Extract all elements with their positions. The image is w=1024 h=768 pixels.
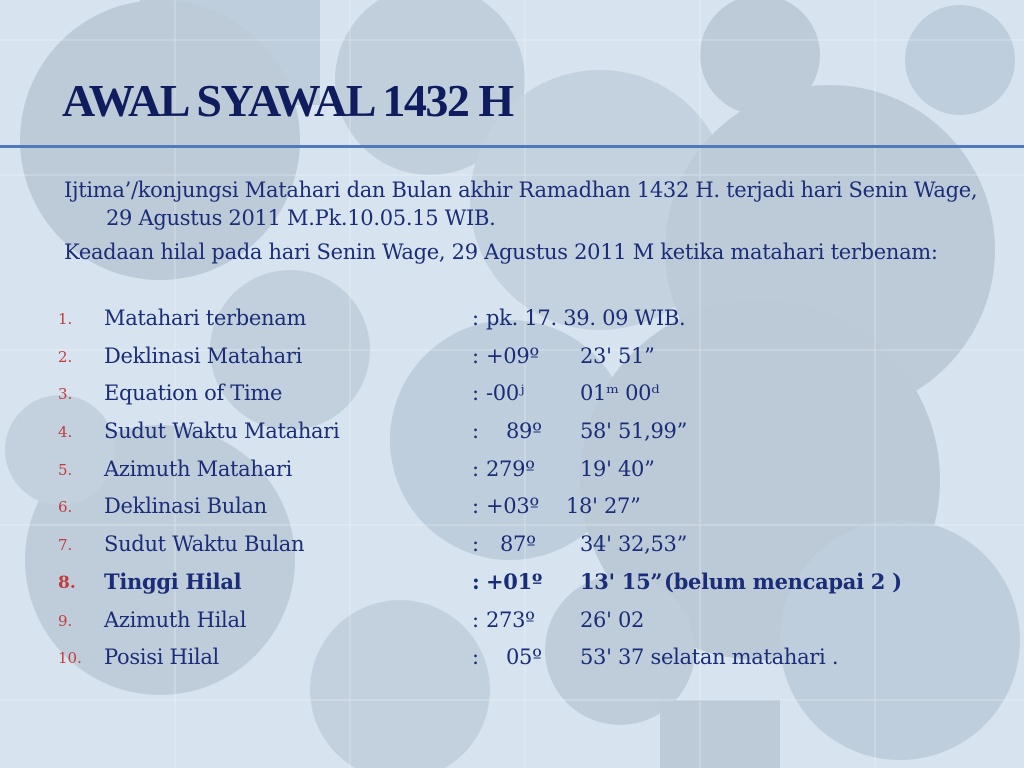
item-colon: : xyxy=(472,607,479,632)
item-number: 7. xyxy=(58,536,73,555)
item-number: 9. xyxy=(58,611,73,630)
item-label: Sudut Waktu Matahari xyxy=(104,419,340,444)
item-value-minutes-seconds: 26' 02 xyxy=(580,607,645,632)
item-number: 3. xyxy=(58,385,73,404)
list-item xyxy=(0,490,1024,528)
item-label: Tinggi Hilal xyxy=(104,568,242,594)
item-label: Equation of Time xyxy=(104,381,283,406)
item-label: Posisi Hilal xyxy=(104,645,219,670)
item-value-degrees: +03º xyxy=(486,494,539,519)
list-item xyxy=(0,453,1024,491)
item-value-degrees: 279º xyxy=(486,456,535,481)
item-label: Deklinasi Bulan xyxy=(104,494,267,519)
list-item xyxy=(0,415,1024,453)
item-value-degrees: 87º xyxy=(500,532,536,557)
item-colon: : xyxy=(472,456,479,481)
item-value-degrees: +09º xyxy=(486,343,539,368)
slide-title: AWAL SYAWAL 1432 H xyxy=(62,75,513,126)
item-colon: : xyxy=(472,381,479,406)
item-label: Azimuth Matahari xyxy=(104,456,293,481)
item-note: (belum mencapai 2 ) xyxy=(664,568,902,594)
list-item xyxy=(0,302,1024,340)
item-number: 10. xyxy=(58,649,82,668)
data-list xyxy=(0,302,1024,679)
item-number: 5. xyxy=(58,460,73,479)
item-value-degrees: 89º xyxy=(506,419,542,444)
item-value-minutes-seconds: 19' 40” xyxy=(580,456,655,481)
item-value-minutes-seconds: 53' 37 selatan matahari . xyxy=(580,645,839,670)
item-number: 1. xyxy=(58,310,73,328)
item-number: 6. xyxy=(58,498,73,517)
item-value-minutes-seconds: 18' 27” xyxy=(566,494,641,519)
list-item xyxy=(0,377,1024,415)
item-colon: : xyxy=(472,645,479,670)
title-divider xyxy=(0,145,1024,148)
item-colon: : xyxy=(472,494,479,519)
item-value-minutes-seconds: 58' 51,99” xyxy=(580,419,688,444)
item-number: 4. xyxy=(58,423,73,442)
list-item xyxy=(0,604,1024,642)
item-label: Matahari terbenam xyxy=(104,306,307,330)
item-value-degrees: 05º xyxy=(506,645,542,670)
intro-paragraph-hilal: Keadaan hilal pada hari Senin Wage, 29 Agustus 2011 M ketika matahari terbenam: xyxy=(64,240,938,264)
list-item xyxy=(0,528,1024,566)
item-colon: : xyxy=(472,532,479,557)
item-value-minutes-seconds: 23' 51” xyxy=(580,343,655,368)
item-value-minutes-seconds: 13' 15” xyxy=(580,568,663,594)
item-colon: : xyxy=(472,419,479,444)
item-value-degrees: 273º xyxy=(486,607,535,632)
item-number: 8. xyxy=(58,572,76,593)
item-label: Deklinasi Matahari xyxy=(104,343,303,368)
list-item-highlighted xyxy=(0,566,1024,604)
item-colon: : xyxy=(472,306,479,330)
item-value-degrees: +01º xyxy=(486,568,543,594)
item-label: Sudut Waktu Bulan xyxy=(104,532,305,557)
item-number: 2. xyxy=(58,347,73,366)
item-colon: : xyxy=(472,343,479,368)
item-label: Azimuth Hilal xyxy=(104,607,247,632)
list-item xyxy=(0,340,1024,378)
item-value-hours: -00ʲ xyxy=(486,381,525,406)
item-value-minutes-seconds: 01ᵐ 00ᵈ xyxy=(580,381,660,406)
intro-paragraph-ijtima: Ijtima’/konjungsi Matahari dan Bulan akhir Ramadhan 1432 H. terjadi hari Senin Wage, 29 Agustus 2011 M.Pk.10.05.15 WIB. xyxy=(64,178,978,230)
item-value-minutes-seconds: 34' 32,53” xyxy=(580,532,688,557)
item-colon: : xyxy=(472,568,480,594)
item-value: pk. 17. 39. 09 WIB. xyxy=(486,306,686,330)
list-item xyxy=(0,641,1024,679)
